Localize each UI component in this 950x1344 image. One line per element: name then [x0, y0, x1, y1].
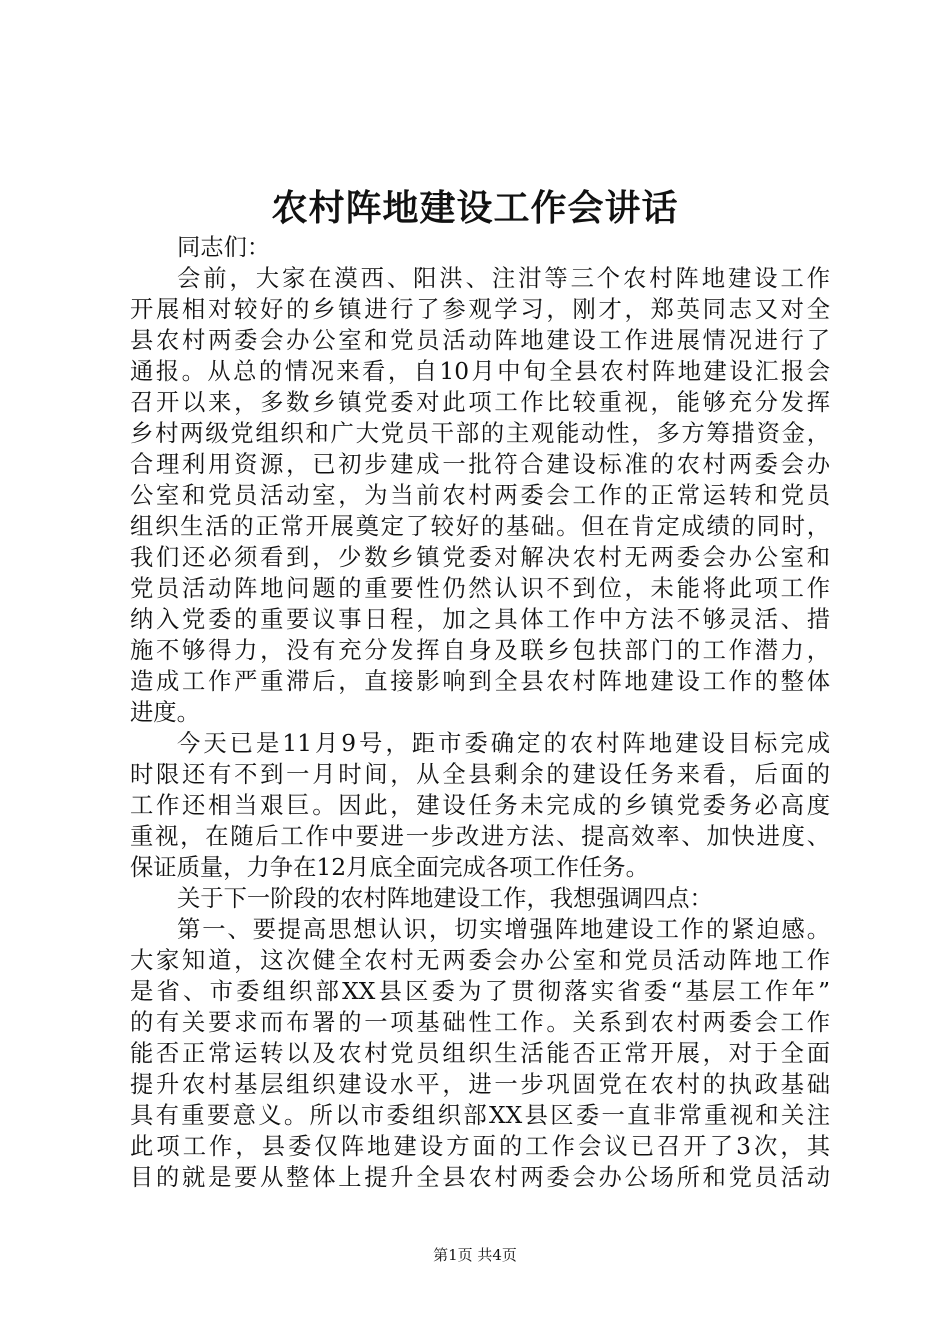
text-line: 保证质量，力争在12月底全面完成各项工作任务。: [130, 854, 649, 881]
text-line: 公室和党员活动室，为当前农村两委会工作的正常运转和党员: [130, 482, 830, 509]
text-line: 关于下一阶段的农村阵地建设工作，我想强调四点：: [177, 885, 713, 912]
text-line: 同志们：: [177, 234, 271, 261]
text-line: 工作还相当艰巨。因此，建设任务未完成的乡镇党委务必高度: [130, 792, 830, 819]
text-line: 乡村两级党组织和广大党员干部的主观能动性，多方筹措资金，: [130, 420, 830, 447]
text-line: 此项工作，县委仅阵地建设方面的工作会议已召开了3次，其: [130, 1133, 830, 1160]
text-line: 能否正常运转以及农村党员组织生活能否正常开展，对于全面: [130, 1040, 830, 1067]
document-title: 农村阵地建设工作会讲话: [271, 187, 679, 229]
text-line: 大家知道，这次健全农村无两委会办公室和党员活动阵地工作: [130, 947, 830, 974]
page-footer: 第1页 共4页: [433, 1246, 517, 1264]
text-line: 通报。从总的情况来看，自10月中旬全县农村阵地建设汇报会: [130, 358, 830, 385]
text-line: 第一、要提高思想认识，切实增强阵地建设工作的紧迫感。: [177, 916, 830, 943]
text-line: 进度。: [130, 699, 200, 726]
text-line: 党员活动阵地问题的重要性仍然认识不到位，未能将此项工作: [130, 575, 830, 602]
text-line: 是省、市委组织部XX县区委为了贯彻落实省委“基层工作年”: [130, 978, 830, 1005]
text-line: 县农村两委会办公室和党员活动阵地建设工作进展情况进行了: [130, 327, 830, 354]
text-line: 召开以来，多数乡镇党委对此项工作比较重视，能够充分发挥: [130, 389, 830, 416]
text-line: 提升农村基层组织建设水平，进一步巩固党在农村的执政基础: [130, 1071, 830, 1098]
text-line: 时限还有不到一月时间，从全县剩余的建设任务来看，后面的: [130, 761, 830, 788]
text-line: 开展相对较好的乡镇进行了参观学习，刚才，郑英同志又对全: [130, 296, 830, 323]
document-body: [130, 232, 830, 1193]
text-line: 具有重要意义。所以市委组织部XX县区委一直非常重视和关注: [130, 1102, 830, 1129]
text-line: 施不够得力，没有充分发挥自身及联乡包扶部门的工作潜力，: [130, 637, 830, 664]
text-line: 会前，大家在漠西、阳洪、注泔等三个农村阵地建设工作: [177, 265, 830, 292]
text-line: 我们还必须看到，少数乡镇党委对解决农村无两委会办公室和: [130, 544, 830, 571]
text-line: 合理利用资源，已初步建成一批符合建设标准的农村两委会办: [130, 451, 830, 478]
text-line: 目的就是要从整体上提升全县农村两委会办公场所和党员活动: [130, 1164, 830, 1191]
text-line: 的有关要求而布署的一项基础性工作。关系到农村两委会工作: [130, 1009, 830, 1036]
text-line: 造成工作严重滞后，直接影响到全县农村阵地建设工作的整体: [130, 668, 830, 695]
text-line: 组织生活的正常开展奠定了较好的基础。但在肯定成绩的同时，: [130, 513, 830, 540]
text-line: 重视，在随后工作中要进一步改进方法、提高效率、加快进度、: [130, 823, 830, 850]
text-line: 纳入党委的重要议事日程，加之具体工作中方法不够灵活、措: [130, 606, 830, 633]
text-line: 今天已是11月9号，距市委确定的农村阵地建设目标完成: [177, 730, 830, 757]
